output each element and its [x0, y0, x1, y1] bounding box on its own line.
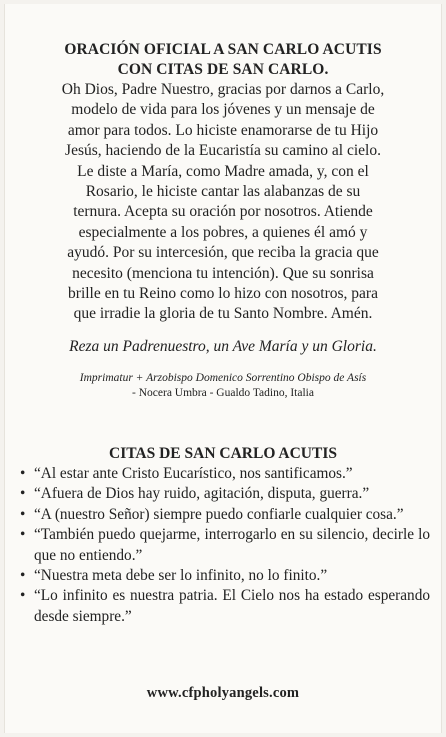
prayer-line: necesito (menciona tu intención). Que su sonrisa — [72, 264, 374, 282]
quotes-list — [20, 464, 430, 627]
prayer-body — [10, 80, 436, 325]
quote-text: “Nuestra meta debe ser lo infinito, no lo finito.” — [34, 567, 328, 585]
quote-text: “Lo infinito es nuestra patria. El Cielo nos ha estado esperando desde siempre.” — [34, 587, 430, 625]
prayer-line: brille en tu Reino como lo hizo con nosotros, para — [68, 285, 378, 303]
prayer-title-line-2: CON CITAS DE SAN CARLO. — [117, 61, 329, 78]
prayer-title-line-1: ORACIÓN OFICIAL A SAN CARLO ACUTIS — [64, 41, 382, 58]
quotes-title: CITAS DE SAN CARLO ACUTIS — [109, 445, 337, 462]
quote-item — [20, 505, 430, 525]
bullet-icon: • — [20, 505, 26, 523]
quote-item — [20, 464, 430, 484]
prayer-line: modelo de vida para los jóvenes y un mensaje de — [71, 101, 375, 119]
prayer-line: ternura. Acepta su oración por nosotros. Atiende — [73, 203, 373, 221]
quote-item — [20, 566, 430, 586]
quote-item — [20, 525, 430, 566]
bullet-icon: • — [20, 526, 26, 544]
prayer-line: Jesús, haciendo de la Eucaristía su camino al cielo. — [65, 142, 381, 160]
quote-text: “Afuera de Dios hay ruido, agitación, disputa, guerra.” — [34, 485, 370, 503]
prayer-line: Rosario, le hiciste cantar las alabanzas de su — [85, 183, 361, 201]
prayer-title — [0, 40, 446, 80]
bullet-icon: • — [20, 485, 26, 503]
quote-item — [20, 586, 430, 627]
prayer-instruction: Reza un Padrenuestro, un Ave María y un Gloria. — [69, 338, 377, 355]
bullet-icon: • — [20, 587, 26, 605]
prayer-line: que irradie la gloria de tu Santo Nombre. Amén. — [73, 305, 373, 323]
quote-text: “A (nuestro Señor) siempre puedo confiarle cualquier cosa.” — [34, 505, 404, 523]
prayer-line: amor para todos. Lo hiciste enamorarse de tu Hijo — [67, 121, 379, 139]
quote-text: “Al estar ante Cristo Eucarístico, nos santificamos.” — [34, 465, 353, 482]
imprimatur-line-2: - Nocera Umbra - Gualdo Tadino, Italia — [132, 387, 314, 399]
prayer-line: Le diste a María, como Madre amada, y, con el — [77, 162, 369, 180]
quote-item — [20, 484, 430, 504]
prayer-line: especialmente a los pobres, a quienes él amó y — [78, 223, 368, 241]
prayer-line: ayudó. Por su intercesión, que reciba la gracia que — [67, 244, 379, 262]
quote-text: “También puedo quejarme, interrogarlo en su silencio, decirle lo que no entiendo.” — [34, 526, 430, 564]
bullet-icon: • — [20, 465, 26, 482]
imprimatur — [0, 371, 446, 401]
bullet-icon: • — [20, 567, 26, 585]
imprimatur-line-1: Imprimatur + Arzobispo Domenico Sorrentino Obispo de Asís — [79, 372, 367, 384]
website-link[interactable]: www.cfpholyangels.com — [146, 685, 300, 701]
prayer-line: Oh Dios, Padre Nuestro, gracias por darnos a Carlo, — [61, 81, 385, 98]
